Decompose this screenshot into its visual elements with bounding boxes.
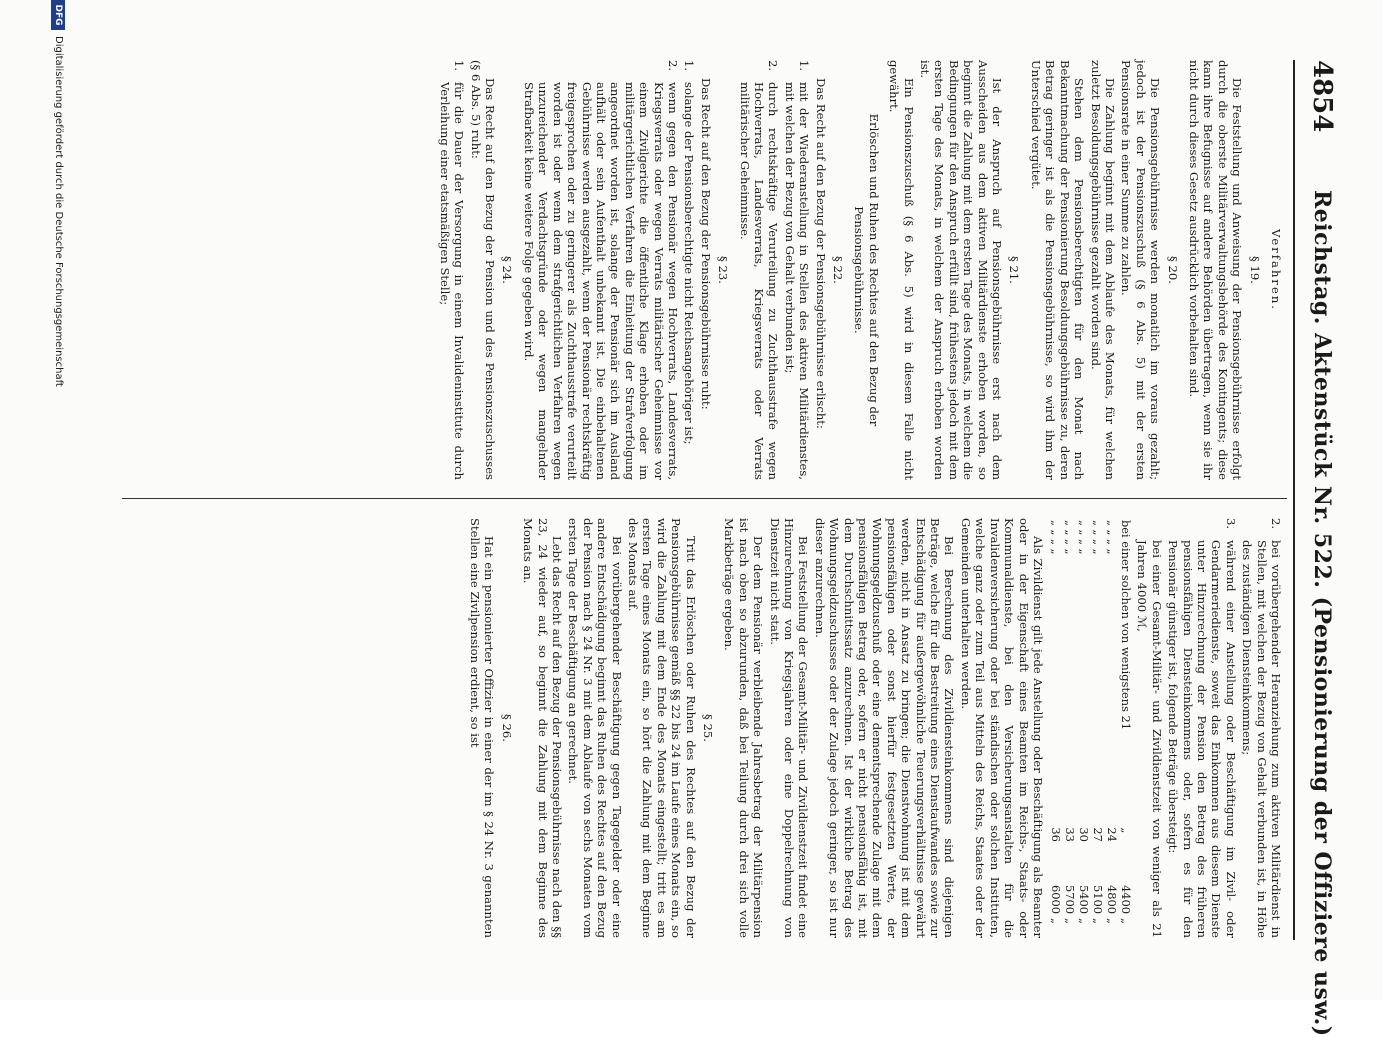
paragraph-number: § 23. (716, 256, 731, 284)
table-cell-currency: „ (1062, 918, 1077, 924)
table-cell-label: „ „ „ „ (1076, 520, 1091, 555)
table-row (1049, 518, 1063, 938)
table-cell-years: 33 (1062, 827, 1077, 842)
item-number: 3. (1223, 518, 1238, 530)
table-row (1077, 518, 1091, 938)
paragraph-number: § 21. (1007, 256, 1022, 284)
paragraph-text: Das Recht auf den Bezug der Pensionsgebührnisse erlischt: (813, 78, 828, 429)
paragraph-text: Das Recht auf den Bezug der Pensionsgebührnisse ruht: (698, 78, 713, 410)
paragraph-number: § 19. (1247, 256, 1262, 284)
paragraph-number: § 20. (1165, 256, 1180, 284)
table-cell-amount: 5700 (1062, 885, 1077, 914)
item-text: durch rechtskräftige Verurteilung zu Zuchthausstrafe wegen Hochverrats, Landesverrats, Kriegsverrats oder Verrats militärischer Geheimnisse. (737, 82, 781, 480)
item-number: 1. (452, 60, 467, 72)
table-cell-amount: 4400 (1118, 885, 1133, 914)
paragraph-text: Als Zivildienst gilt jede Anstellung oder Beschäftigung als Beamter oder in der Eigenschaft eines Beamten im Reichs-, Staats- oder Kommunaldienste, bei den Versicherungsanstalten für die Invalidenversicherung oder bei ständischen oder solchen Instituten, welche ganz oder zum Teil aus Mitteln des Reichs, Staates oder der Gemeinden unterhalten werden. (958, 518, 1045, 938)
dfg-logo: DFG (51, 0, 65, 30)
item-text: bei vorübergehender Heranziehung zum aktiven Militärdienst in Stellen, mit welchen der Bezug von Gehalt verbunden ist, in Höhe des zuständigen Diensteinkommens; (1240, 540, 1283, 938)
list-item (682, 60, 696, 480)
column-divider (122, 498, 1287, 499)
table-cell-years: 30 (1076, 827, 1091, 842)
page-number: 4854 (1307, 60, 1337, 133)
paragraph-text: Ein Pensionszuschuß (§ 6 Abs. 5) wird in diesem Falle nicht gewährt. (887, 60, 916, 480)
document-page (53, 0, 1383, 1037)
item-text: solange der Pensionsberechtigte nicht Reichsangehöriger ist; (682, 82, 697, 445)
table-cell-years: 36 (1048, 827, 1063, 842)
table-cell-currency: „ (1104, 918, 1119, 924)
paragraph-text: Bei Berechnung des Zivildiensteinkommens sind diejenigen Beträge, welche für die Bestreitung eines Dienstaufwandes sowie zur Entschädigung für außergewöhnliche Teuerungsverhältnisse gewährt werden, nicht in Ansatz zu bringen; die Dienstwohnung ist mit dem pensionsfähigen oder sonst hierfür festgesetzten Werte, der Wohnungsgeldzuschuß oder eine dementsprechende Zulage mit dem pensionsfähigen Betrag oder, sofern er nicht pensionsfähig ist, mit dem Durchschnittssatz anzurechnen. Ist der wirkliche Betrag des Wohnungsgeldzuschusses oder der Zulage jedoch geringer, so ist nur dieser anzurechnen. (812, 518, 957, 938)
list-item (522, 60, 680, 480)
paragraph-number: § 24. (500, 256, 515, 284)
item-number: 2. (766, 60, 781, 72)
paragraph-text: Die Pensionsgebührnisse werden monatlich im voraus gezahlt; jedoch ist der Pensionszuschuß (§ 6 Abs. 5) mit der ersten Pensionsrate in einer Summe zu zahlen. (1119, 60, 1163, 480)
paragraph-number: § 26. (499, 714, 514, 742)
table-cell-currency: „ (1048, 918, 1063, 924)
pay-table (1049, 518, 1133, 938)
paragraph-text: Bei Feststellung der Gesamt-Militär- und Zivildienstzeit findet eine Hinzurechnung von Kriegsjahren oder eine Doppelrechnung von Dienstzeit nicht statt. (767, 518, 811, 938)
table-cell-years: 24 (1104, 827, 1119, 842)
table-row (1091, 518, 1105, 938)
paragraph-text: Bei vorübergehender Beschäftigung gegen Tagegelder oder eine andere Entschädigung beginnt das Ruhen des Rechtes auf den Bezug der Pension nach § 24 Nr. 3 mit dem Ablaufe von sechs Monaten vom ersten Tage der Beschäftigung an gerechnet. (566, 518, 624, 938)
table-cell-years: 27 (1090, 827, 1105, 842)
item-number: 2. (1269, 518, 1283, 530)
item-number: 1. (682, 60, 697, 72)
item-text: während einer Anstellung oder Beschäftigung im Zivil- oder Gendarmeriedienste, soweit das Einkommen aus diesem Dienste unter Hinzurechnung der Pension den Betrag des früheren pensionsfähigen Diensteinkommens oder, sofern es für den Pensionär günstiger ist, folgende Beträge übersteigt: (1166, 540, 1238, 938)
item-text: mit der Wiederanstellung in Stellen des aktiven Militärdienstes, mit welchen der Bezug von Gehalt verbunden ist; (782, 82, 812, 480)
paragraph-text: Das Recht auf den Bezug der Pension und des Pensionszuschusses (§ 6 Abs. 5) ruht: (468, 60, 498, 480)
table-row (1105, 518, 1119, 938)
running-title: Reichstag. Aktenstück Nr. 522. (Pensionierung der Offiziere usw.) (1309, 190, 1335, 1037)
table-cell-amount: 6000 (1048, 885, 1063, 914)
table-cell-label: „ „ „ „ (1090, 520, 1105, 555)
table-cell-currency: „ (1090, 918, 1105, 924)
paragraph-text: Ist der Anspruch auf Pensionsgebührnisse erst nach dem Ausscheiden aus dem aktiven Militärdienste erhoben worden, so beginnt die Zahlung mit dem ersten Tage des Monats, in welchem die Bedingungen für den Anspruch erfüllt sind, frühestens jedoch mit dem ersten Tage des Monats, in welchem der Anspruch erhoben worden ist. (918, 60, 1005, 480)
table-row (1063, 518, 1077, 938)
item-text: wenn gegen den Pensionär wegen Hochverrats, Landesverrats, Kriegsverrats oder wegen Verrats militärischer Geheimnisse vor einem Zivilgerichte die öffentliche Klage erhoben oder im militärgerichtlichen Verfahren die Einleitung der Strafverfolgung angeordnet worden ist, solange der Pensionär sich im Ausland aufhält oder sein Aufenthalt unbekannt ist. Die einbehaltenen Gebührnisse werden ausgezahlt, wenn der Pensionär rechtskräftig freigesprochen oder zu geringerer als Zuchthausstrafe verurteilt worden ist oder wenn dem strafgerichtlichen Verfahren wegen unzureichender Verdachtsgründe oder wegen mangelnder Strafbarkeit keine weitere Folge gegeben wird. (521, 82, 680, 480)
list-item (737, 60, 780, 480)
paragraph-number: § 22. (831, 256, 846, 284)
table-cell-amount: 5400 (1076, 885, 1091, 914)
digitization-footer (49, 0, 65, 1000)
section-heading: Verfahren. (1269, 229, 1283, 311)
table-cell-label: bei einer solchen von wenigstens 21 (1118, 520, 1133, 731)
table-cell-amount: 4800 (1104, 885, 1119, 914)
paragraph-text: Hat ein pensionierter Offizier in einer der im § 24 Nr. 3 genannten Stellen eine Zivilpension erdient, so ist (467, 518, 497, 938)
table-cell-amount: 5100 (1090, 885, 1105, 914)
paragraph-text: Lebt das Recht auf den Bezug der Pensionsgebührnisse nach den §§ 23, 24 wieder auf, so beginnt die Zahlung mit dem Beginne des Monats an. (521, 518, 564, 938)
sub-heading: Erlöschen und Ruhen des Rechtes auf den Bezug der Pensionsgebührnisse. (852, 113, 881, 427)
item-number: 2. (665, 60, 680, 72)
table-intro: bei einer Gesamt-Militär- und Zivildienstzeit von weniger als 21 Jahren 4000 ℳ, (1135, 540, 1164, 938)
header-rule (1293, 60, 1295, 940)
paragraph-text: Stehen dem Pensionsberechtigten für den Monat nach Bekanntmachung der Pensionierung Besoldungsgebührnisse zu, deren Betrag geringer ist als die Pensionsgebührnisse, so wird ihm der Unterschied vergütet. (1028, 60, 1087, 480)
right-column (466, 518, 1284, 938)
list-item (437, 60, 466, 480)
table-cell-currency: „ (1118, 918, 1133, 924)
table-cell-label: „ „ „ „ (1048, 520, 1063, 555)
table-cell-years: „ (1118, 827, 1133, 834)
list-item (1240, 518, 1283, 938)
table-row (1119, 518, 1133, 938)
table-cell-currency: „ (1076, 918, 1091, 924)
paragraph-number: § 25. (701, 714, 715, 742)
paragraph-text: Die Feststellung und Anweisung der Pensionsgebührnisse erfolgt durch die oberste Militärverwaltungsbehörde des Kontingents; diese kann ihre Befugnisse auf andere Behörden übertragen, wenn sie ihr nicht durch dieses Gesetz ausdrücklich vorbehalten sind. (1186, 60, 1245, 480)
item-number: 1. (797, 60, 812, 72)
paragraph-text: Der dem Pensionär verbleibende Jahresbetrag der Militärpension ist nach oben so abzurunden, daß bei Teilung durch drei sich volle Markbeträge ergeben. (722, 518, 766, 938)
left-column (435, 60, 1283, 480)
page-header (1301, 60, 1341, 1037)
table-cell-label: „ „ „ „ (1062, 520, 1077, 555)
footer-credit: Digitalisierung gefördert durch die Deutsche Forschungsgemeinschaft (53, 36, 64, 387)
table-cell-label: „ „ „ „ (1104, 520, 1119, 555)
list-item (1166, 518, 1238, 938)
list-item (782, 60, 811, 480)
paragraph-text: Tritt das Erlöschen oder Ruhen des Rechtes auf den Bezug der Pensionsgebührnisse gemäß §§ 22 bis 24 im Laufe eines Monats ein, so wird die Zahlung mit dem Ende des Monats eingestellt; tritt es am ersten Tage eines Monats ein, so hört die Zahlung mit dem Beginne des Monats auf. (625, 518, 698, 938)
paragraph-text: Die Zahlung beginnt mit dem Ablaufe des Monats, für welchen zuletzt Besoldungsgebührnisse gezahlt worden sind. (1088, 60, 1117, 480)
item-text: für die Dauer der Versorgung in einem Invalideninstitute durch Verleihung einer etatsmäßigen Stelle; (437, 82, 467, 480)
